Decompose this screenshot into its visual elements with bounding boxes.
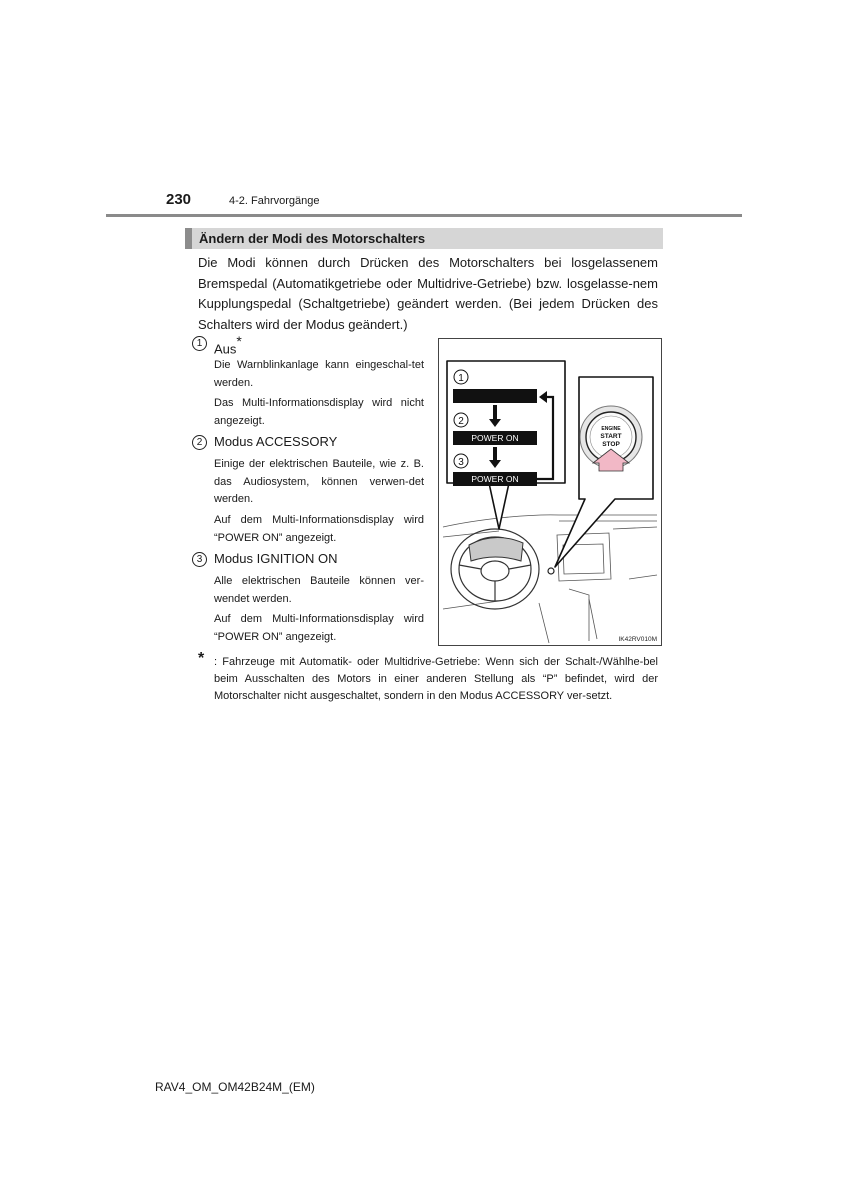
footnote-text: : Fahrzeuge mit Automatik- oder Multidrive-Getriebe: Wenn sich der Schalt-/Wählhe-bel beim Ausschalten des Motors in einer anderen Stellung als “P” befindet, wird der Motorschalter nicht ausgeschaltet, sondern in den Modus ACCESSORY ver-setzt. [214, 656, 658, 702]
mode-1-desc-1: Die Warnblinkanlage kann eingeschal-tet werden. [214, 359, 424, 389]
mode-2-desc-2: Auf dem Multi-Informationsdisplay wird “POWER ON” angezeigt. [214, 514, 424, 544]
step-1-display [453, 389, 537, 403]
figure-code: IK42RV010M [618, 636, 657, 643]
mode-2-desc-1: Einige der elektrischen Bauteile, wie z. B. das Audiosystem, können verwen-det werden. [214, 458, 424, 505]
mode-3-desc-1: Alle elektrischen Bauteile können ver-wendet werden. [214, 575, 424, 605]
button-callout [555, 377, 653, 567]
mode-1-title [214, 335, 242, 356]
document-code: RAV4_OM_OM42B24M_(EM) [155, 1080, 315, 1094]
display-highlight [469, 537, 523, 561]
mode-2-title: Modus ACCESSORY [214, 434, 338, 449]
engine-switch-figure [438, 338, 662, 646]
figure-illustration [439, 339, 663, 647]
section-heading-bar [185, 228, 663, 249]
footnote-marker: * [198, 650, 205, 667]
step-3-display-text: POWER ON [471, 474, 519, 484]
mode-3-desc-2: Auf dem Multi-Informationsdisplay wird “POWER ON” angezeigt. [214, 613, 424, 643]
intro-paragraph: Die Modi können durch Drücken des Motorschalters bei losgelassenem Bremspedal (Automatikgetriebe oder Multidrive-Getriebe) bzw. losgelasse-nem Kupplungspedal (Schaltgetriebe) geändert werden. (Bei jedem Drücken des Schalters wird der Modus geändert.) [198, 255, 658, 332]
header-divider [106, 214, 742, 217]
step-2-display-text: POWER ON [471, 433, 519, 443]
mode-1-number: 1 [192, 336, 207, 351]
mode-2-number: 2 [192, 435, 207, 450]
button-label-line-3: STOP [602, 441, 620, 448]
button-label-line-2: START [600, 433, 622, 440]
section-heading: Ändern der Modi des Motorschalters [199, 231, 426, 246]
step-3-number: 3 [458, 457, 464, 468]
step-1-number: 1 [458, 373, 464, 384]
dashboard-line-art [443, 515, 657, 643]
mode-1-footnote-marker: * [236, 333, 242, 349]
page-number: 230 [166, 191, 192, 208]
mode-1-desc-2: Das Multi-Informationsdisplay wird nicht angezeigt. [214, 397, 424, 427]
section-breadcrumb: 4-2. Fahrvorgänge [229, 195, 320, 207]
step-2-number: 2 [458, 416, 464, 427]
button-label-line-1: ENGINE [601, 426, 621, 432]
mode-3-number: 3 [192, 552, 207, 567]
mode-3-title: Modus IGNITION ON [214, 551, 338, 566]
mode-1-title-text: Aus [214, 341, 237, 357]
button-location-dot [548, 568, 554, 574]
